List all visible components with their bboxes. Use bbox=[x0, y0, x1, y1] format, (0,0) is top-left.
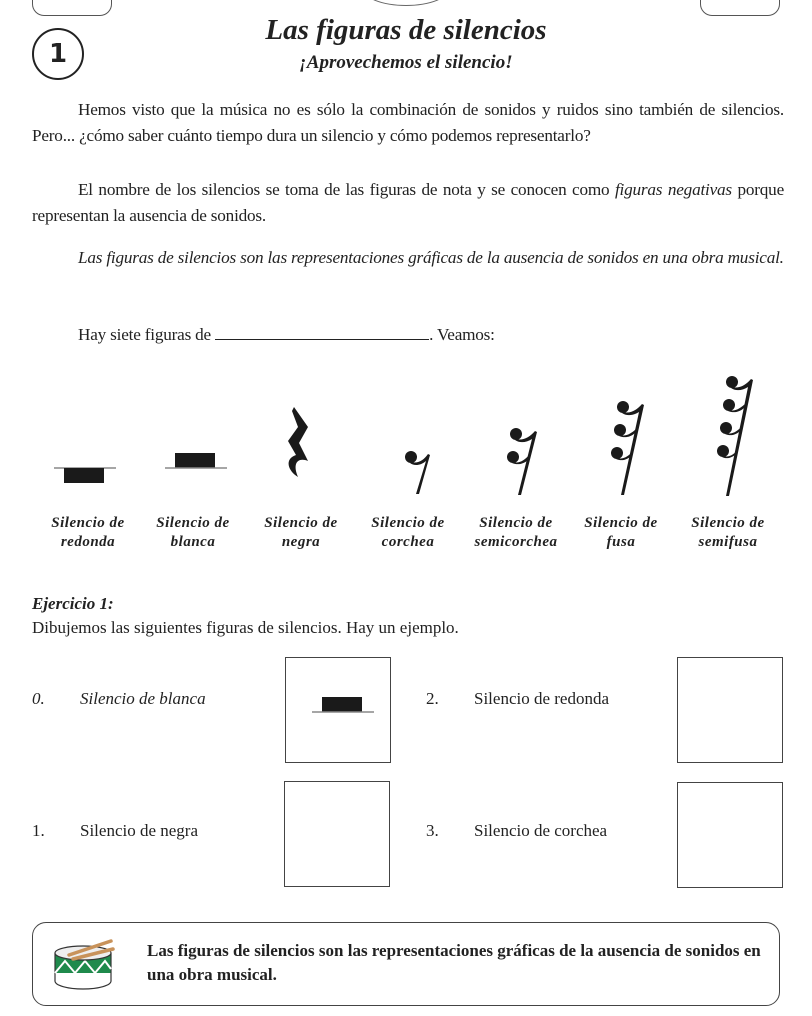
exercise-item-example bbox=[32, 689, 206, 709]
figure-label: Silencio de redonda bbox=[51, 515, 125, 550]
figure-label: Silencio de blanca bbox=[156, 515, 230, 550]
figure-label: Silencio de semifusa bbox=[691, 515, 765, 550]
figure-label: Silencio de negra bbox=[264, 515, 338, 550]
paragraph-names-emphasis: figuras negativas bbox=[614, 180, 732, 199]
paragraph-names bbox=[32, 177, 784, 229]
exercise-item-number: 1. bbox=[32, 821, 45, 840]
sixteenth-rest-icon bbox=[505, 425, 545, 499]
exercise-item-label: Silencio de negra bbox=[80, 821, 199, 840]
exercise-item-label: Silencio de blanca bbox=[80, 689, 206, 708]
answer-box-redonda[interactable] bbox=[677, 657, 783, 763]
paragraph-definition-text: Las figuras de silencios son las representaciones gráficas de la ausencia de sonidos en una obra musical. bbox=[78, 248, 784, 267]
example-answer-box bbox=[285, 657, 391, 763]
drum-icon bbox=[51, 937, 121, 993]
seal-logo bbox=[362, 0, 450, 6]
thirty-second-rest-icon bbox=[609, 398, 651, 498]
paragraph-names-text-end: porque representan la ausencia de sonidos. bbox=[32, 180, 785, 225]
sixty-fourth-rest-icon bbox=[714, 373, 762, 499]
paragraph-intro bbox=[32, 97, 784, 149]
summary-callout bbox=[32, 922, 780, 1006]
fill-blank-text-end: . Veamos: bbox=[429, 325, 495, 344]
quarter-rest-icon bbox=[284, 403, 318, 483]
exercise-item-number: 0. bbox=[32, 689, 45, 708]
page-title: Las figuras de silencios bbox=[265, 14, 547, 46]
exercise-instruction: Dibujemos las siguientes figuras de silencios. Hay un ejemplo. bbox=[32, 618, 459, 637]
paragraph-intro-text: Hemos visto que la música no es sólo la combinación de sonidos y ruidos sino también de silencios. Pero... ¿cómo saber cuánto tiempo dura un silencio y cómo podemos representarlo? bbox=[32, 100, 784, 145]
exercise-title: Ejercicio 1: bbox=[32, 594, 114, 613]
fill-blank-line[interactable] bbox=[215, 325, 429, 340]
figure-label: Silencio de fusa bbox=[584, 515, 658, 550]
exercise-item bbox=[32, 821, 198, 841]
fill-blank-text: Hay siete figuras de bbox=[78, 325, 216, 344]
paragraph-fill-blank bbox=[32, 322, 784, 348]
half-rest-icon bbox=[163, 450, 229, 472]
callout-text: Las figuras de silencios son las representaciones gráficas de la ausencia de sonidos en una obra musical. bbox=[147, 941, 761, 984]
exercise-item bbox=[426, 821, 607, 841]
figure-label: Silencio de corchea bbox=[371, 515, 445, 550]
answer-box-negra[interactable] bbox=[284, 781, 390, 887]
whole-rest-icon bbox=[52, 455, 118, 485]
exercise-item-label: Silencio de corchea bbox=[474, 821, 608, 840]
paragraph-names-text: El nombre de los silencios se toma de las figuras de nota y se conocen como bbox=[78, 180, 615, 199]
exercise-item bbox=[426, 689, 609, 709]
exercise-item-number: 2. bbox=[426, 689, 439, 708]
eighth-rest-icon bbox=[402, 448, 436, 498]
answer-box-corchea[interactable] bbox=[677, 782, 783, 888]
half-rest-icon bbox=[310, 694, 376, 716]
page-subtitle: ¡Aprovechemos el silencio! bbox=[299, 52, 513, 73]
lesson-number: 1 bbox=[48, 39, 68, 69]
exercise-item-label: Silencio de redonda bbox=[474, 689, 610, 708]
exercise-item-number: 3. bbox=[426, 821, 439, 840]
paragraph-definition bbox=[32, 245, 784, 271]
figure-label: Silencio de semicorchea bbox=[474, 515, 558, 550]
